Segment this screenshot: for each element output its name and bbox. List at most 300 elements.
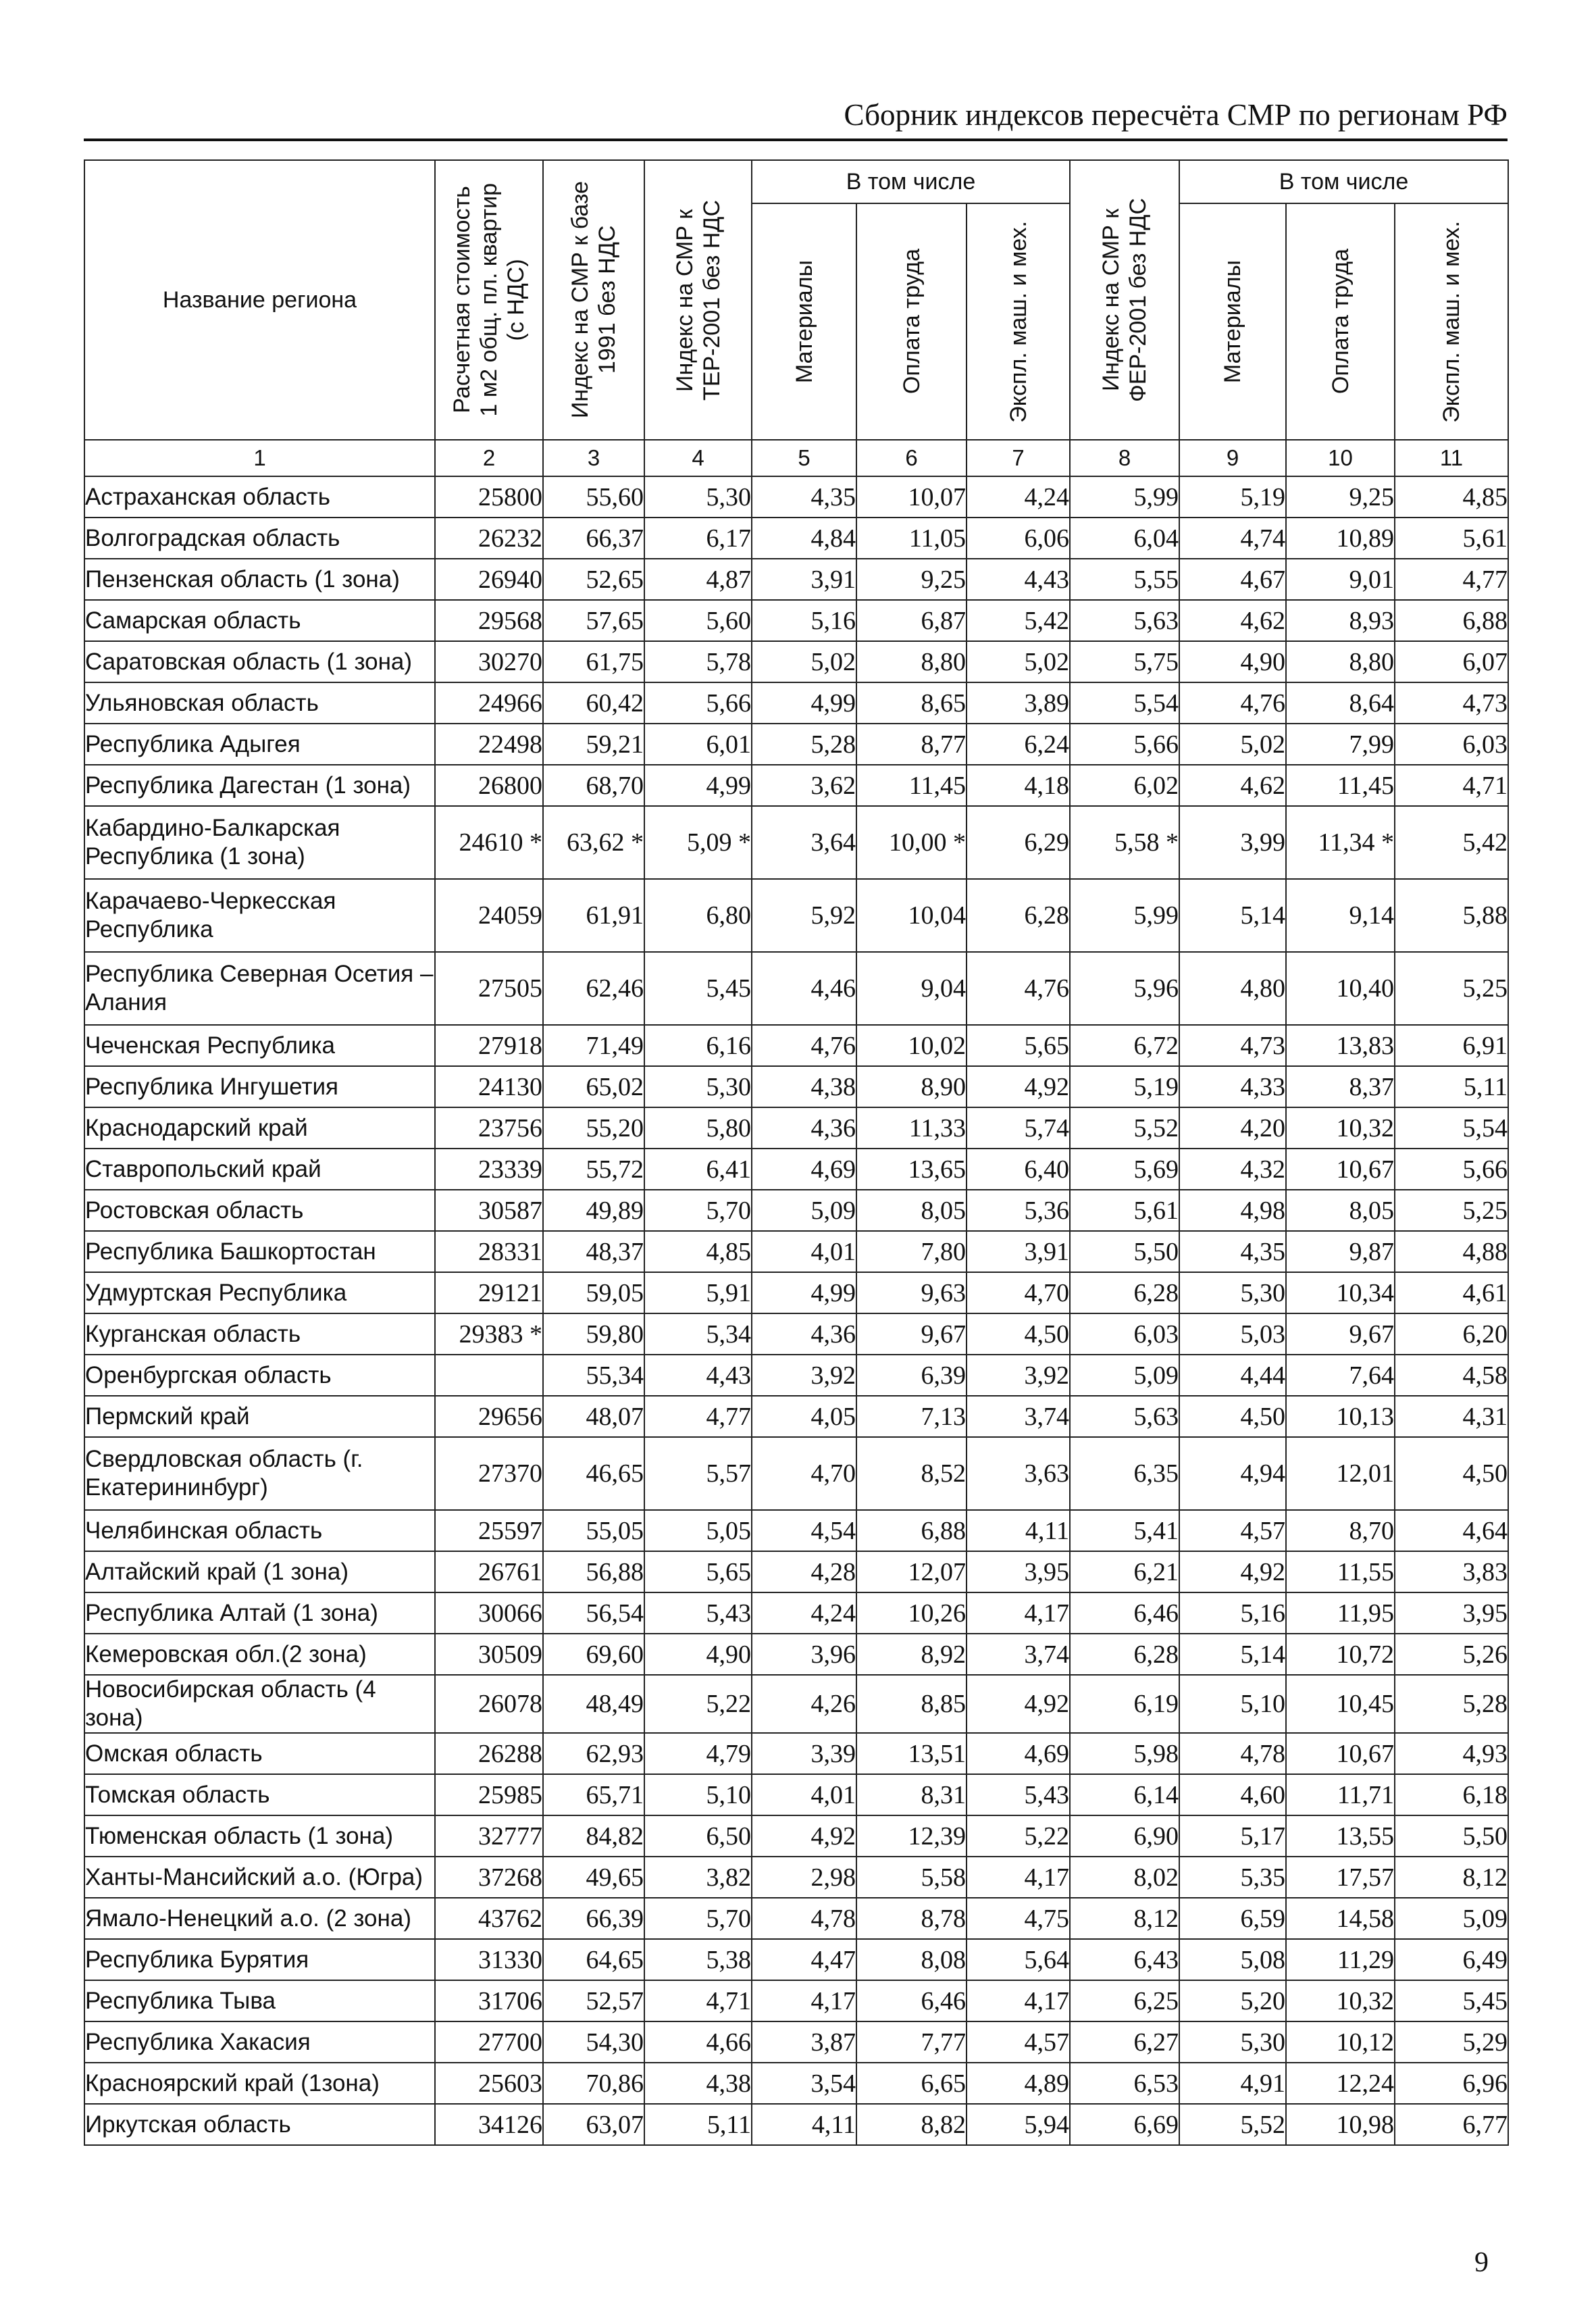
value-cell: 4,50 [1395, 1437, 1508, 1510]
region-name: Республика Северная Осетия – Алания [84, 952, 435, 1025]
value-cell: 7,64 [1286, 1355, 1395, 1396]
column-number: 5 [752, 440, 856, 476]
table-row [84, 476, 1508, 518]
value-cell: 5,41 [1070, 1510, 1179, 1551]
value-cell: 84,82 [543, 1815, 644, 1857]
page-header-title: Сборник индексов пересчёта СМР по регионам РФ [844, 98, 1508, 132]
region-name: Алтайский край (1 зона) [84, 1551, 435, 1592]
value-cell: 6,03 [1070, 1313, 1179, 1355]
column-number: 4 [644, 440, 752, 476]
value-cell: 5,25 [1395, 952, 1508, 1025]
value-cell: 4,24 [967, 476, 1070, 518]
value-cell: 5,03 [1179, 1313, 1286, 1355]
value-cell: 10,13 [1286, 1396, 1395, 1437]
table-row [84, 1396, 1508, 1437]
value-cell: 4,54 [752, 1510, 856, 1551]
value-cell: 4,98 [1179, 1190, 1286, 1231]
value-cell: 5,38 [644, 1939, 752, 1980]
value-cell: 4,76 [1179, 682, 1286, 724]
region-name: Тюменская область (1 зона) [84, 1815, 435, 1857]
value-cell: 4,99 [644, 765, 752, 806]
value-cell: 22498 [435, 724, 543, 765]
region-name: Республика Башкортостан [84, 1231, 435, 1272]
value-cell: 6,20 [1395, 1313, 1508, 1355]
value-cell: 5,17 [1179, 1815, 1286, 1857]
value-cell: 10,00 * [856, 806, 967, 879]
value-cell: 55,72 [543, 1149, 644, 1190]
value-cell: 25603 [435, 2063, 543, 2104]
value-cell: 6,41 [644, 1149, 752, 1190]
table-row [84, 1149, 1508, 1190]
region-name: Оренбургская область [84, 1355, 435, 1396]
value-cell: 4,99 [752, 682, 856, 724]
value-cell: 9,67 [856, 1313, 967, 1355]
value-cell: 4,70 [967, 1272, 1070, 1313]
column-number: 6 [856, 440, 967, 476]
value-cell: 6,65 [856, 2063, 967, 2104]
value-cell: 8,02 [1070, 1857, 1179, 1898]
value-cell: 5,45 [1395, 1980, 1508, 2021]
value-cell: 30509 [435, 1634, 543, 1675]
value-cell: 29383 * [435, 1313, 543, 1355]
value-cell: 4,44 [1179, 1355, 1286, 1396]
table-row [84, 641, 1508, 682]
region-name: Республика Ингушетия [84, 1066, 435, 1107]
value-cell: 23339 [435, 1149, 543, 1190]
value-cell: 8,65 [856, 682, 967, 724]
value-cell: 4,69 [967, 1733, 1070, 1774]
value-cell: 13,83 [1286, 1025, 1395, 1066]
value-cell: 65,71 [543, 1774, 644, 1815]
value-cell: 4,70 [752, 1437, 856, 1510]
value-cell: 14,58 [1286, 1898, 1395, 1939]
value-cell: 4,87 [644, 559, 752, 600]
value-cell: 12,24 [1286, 2063, 1395, 2104]
value-cell: 4,91 [1179, 2063, 1286, 2104]
column-number: 10 [1286, 440, 1395, 476]
table-body [84, 476, 1508, 2145]
value-cell: 6,27 [1070, 2021, 1179, 2063]
header-ter-machines: Экспл. маш. и мех. [967, 203, 1070, 440]
value-cell: 62,46 [543, 952, 644, 1025]
region-name: Кемеровская обл.(2 зона) [84, 1634, 435, 1675]
value-cell: 7,77 [856, 2021, 967, 2063]
value-cell: 7,13 [856, 1396, 967, 1437]
value-cell: 4,20 [1179, 1107, 1286, 1149]
value-cell: 5,61 [1395, 518, 1508, 559]
value-cell: 5,14 [1179, 879, 1286, 952]
table-row [84, 879, 1508, 952]
table-row [84, 1733, 1508, 1774]
value-cell: 5,43 [644, 1592, 752, 1634]
value-cell: 9,67 [1286, 1313, 1395, 1355]
value-cell: 4,92 [1179, 1551, 1286, 1592]
value-cell: 25800 [435, 476, 543, 518]
value-cell: 6,18 [1395, 1774, 1508, 1815]
column-number: 8 [1070, 440, 1179, 476]
header-ter-materials: Материалы [752, 203, 856, 440]
table-row [84, 1939, 1508, 1980]
value-cell: 4,77 [644, 1396, 752, 1437]
value-cell: 6,59 [1179, 1898, 1286, 1939]
value-cell: 4,71 [644, 1980, 752, 2021]
value-cell: 6,28 [1070, 1272, 1179, 1313]
value-cell: 68,70 [543, 765, 644, 806]
column-number: 7 [967, 440, 1070, 476]
value-cell: 4,78 [1179, 1733, 1286, 1774]
value-cell: 5,45 [644, 952, 752, 1025]
value-cell: 4,62 [1179, 765, 1286, 806]
value-cell: 10,02 [856, 1025, 967, 1066]
value-cell: 6,46 [1070, 1592, 1179, 1634]
value-cell: 6,06 [967, 518, 1070, 559]
value-cell: 6,49 [1395, 1939, 1508, 1980]
value-cell: 32777 [435, 1815, 543, 1857]
value-cell: 4,99 [752, 1272, 856, 1313]
table-row [84, 600, 1508, 641]
table-row [84, 1355, 1508, 1396]
value-cell: 4,57 [967, 2021, 1070, 2063]
value-cell: 4,84 [752, 518, 856, 559]
value-cell: 9,14 [1286, 879, 1395, 952]
value-cell: 4,17 [967, 1857, 1070, 1898]
value-cell: 9,04 [856, 952, 967, 1025]
value-cell: 4,64 [1395, 1510, 1508, 1551]
value-cell: 46,65 [543, 1437, 644, 1510]
value-cell: 52,57 [543, 1980, 644, 2021]
value-cell: 5,99 [1070, 879, 1179, 952]
value-cell: 5,80 [644, 1107, 752, 1149]
value-cell: 4,74 [1179, 518, 1286, 559]
value-cell: 5,09 * [644, 806, 752, 879]
value-cell: 5,30 [644, 476, 752, 518]
value-cell: 61,75 [543, 641, 644, 682]
value-cell: 5,22 [644, 1675, 752, 1733]
value-cell: 5,28 [752, 724, 856, 765]
value-cell: 17,57 [1286, 1857, 1395, 1898]
value-cell: 4,85 [1395, 476, 1508, 518]
region-name: Ставропольский край [84, 1149, 435, 1190]
value-cell: 5,50 [1395, 1815, 1508, 1857]
value-cell: 8,52 [856, 1437, 967, 1510]
value-cell: 56,54 [543, 1592, 644, 1634]
value-cell: 8,82 [856, 2104, 967, 2145]
value-cell: 10,07 [856, 476, 967, 518]
table-row [84, 2021, 1508, 2063]
value-cell: 4,17 [967, 1592, 1070, 1634]
value-cell: 23756 [435, 1107, 543, 1149]
table-row [84, 518, 1508, 559]
value-cell: 5,09 [1395, 1898, 1508, 1939]
value-cell: 8,70 [1286, 1510, 1395, 1551]
value-cell: 5,91 [644, 1272, 752, 1313]
value-cell: 49,65 [543, 1857, 644, 1898]
value-cell: 4,73 [1395, 682, 1508, 724]
value-cell: 10,40 [1286, 952, 1395, 1025]
region-name: Республика Алтай (1 зона) [84, 1592, 435, 1634]
value-cell: 4,88 [1395, 1231, 1508, 1272]
value-cell: 6,04 [1070, 518, 1179, 559]
table-row [84, 1510, 1508, 1551]
header-index-ter2001: Индекс на СМР к ТЕР-2001 без НДС [644, 160, 752, 440]
region-name: Курганская область [84, 1313, 435, 1355]
value-cell: 3,82 [644, 1857, 752, 1898]
value-cell: 4,18 [967, 765, 1070, 806]
header-index-1991: Индекс на СМР к базе 1991 без НДС [543, 160, 644, 440]
value-cell: 4,11 [752, 2104, 856, 2145]
value-cell: 5,50 [1070, 1231, 1179, 1272]
value-cell: 55,20 [543, 1107, 644, 1149]
value-cell: 4,46 [752, 952, 856, 1025]
value-cell: 30066 [435, 1592, 543, 1634]
region-name: Краснодарский край [84, 1107, 435, 1149]
value-cell: 30587 [435, 1190, 543, 1231]
value-cell: 6,17 [644, 518, 752, 559]
value-cell: 5,34 [644, 1313, 752, 1355]
value-cell: 4,28 [752, 1551, 856, 1592]
region-name: Ростовская область [84, 1190, 435, 1231]
value-cell: 8,77 [856, 724, 967, 765]
value-cell: 10,67 [1286, 1149, 1395, 1190]
value-cell: 70,86 [543, 2063, 644, 2104]
value-cell: 4,93 [1395, 1733, 1508, 1774]
region-name: Красноярский край (1зона) [84, 2063, 435, 2104]
value-cell: 13,65 [856, 1149, 967, 1190]
value-cell: 52,65 [543, 559, 644, 600]
value-cell: 4,78 [752, 1898, 856, 1939]
value-cell: 4,89 [967, 2063, 1070, 2104]
value-cell: 48,07 [543, 1396, 644, 1437]
value-cell: 6,80 [644, 879, 752, 952]
value-cell: 4,35 [752, 476, 856, 518]
table-row [84, 1980, 1508, 2021]
value-cell: 5,63 [1070, 1396, 1179, 1437]
value-cell: 4,75 [967, 1898, 1070, 1939]
value-cell: 5,30 [1179, 1272, 1286, 1313]
value-cell: 6,77 [1395, 2104, 1508, 2145]
region-name: Омская область [84, 1733, 435, 1774]
value-cell: 4,71 [1395, 765, 1508, 806]
value-cell: 5,69 [1070, 1149, 1179, 1190]
header-fer-machines: Экспл. маш. и мех. [1395, 203, 1508, 440]
column-number: 9 [1179, 440, 1286, 476]
value-cell: 5,55 [1070, 559, 1179, 600]
value-cell: 3,87 [752, 2021, 856, 2063]
value-cell: 4,77 [1395, 559, 1508, 600]
value-cell: 5,88 [1395, 879, 1508, 952]
value-cell: 5,54 [1395, 1107, 1508, 1149]
value-cell: 4,58 [1395, 1355, 1508, 1396]
value-cell: 9,63 [856, 1272, 967, 1313]
value-cell: 8,12 [1395, 1857, 1508, 1898]
header-cost-per-m2: Расчетная стоимость 1 м2 общ. пл. квартир (с НДС) [435, 160, 543, 440]
value-cell: 10,04 [856, 879, 967, 952]
value-cell: 4,17 [752, 1980, 856, 2021]
region-name: Новосибирская область (4 зона) [84, 1675, 435, 1733]
value-cell: 71,49 [543, 1025, 644, 1066]
value-cell: 5,52 [1070, 1107, 1179, 1149]
value-cell: 5,05 [644, 1510, 752, 1551]
value-cell: 5,61 [1070, 1190, 1179, 1231]
value-cell: 5,42 [1395, 806, 1508, 879]
value-cell: 4,38 [752, 1066, 856, 1107]
value-cell: 4,94 [1179, 1437, 1286, 1510]
value-cell: 3,54 [752, 2063, 856, 2104]
value-cell: 5,92 [752, 879, 856, 952]
value-cell: 6,46 [856, 1980, 967, 2021]
value-cell: 4,80 [1179, 952, 1286, 1025]
value-cell: 7,99 [1286, 724, 1395, 765]
value-cell: 65,02 [543, 1066, 644, 1107]
value-cell: 13,51 [856, 1733, 967, 1774]
table-row [84, 682, 1508, 724]
value-cell: 5,70 [644, 1898, 752, 1939]
value-cell: 4,43 [644, 1355, 752, 1396]
value-cell: 5,54 [1070, 682, 1179, 724]
value-cell: 6,25 [1070, 1980, 1179, 2021]
value-cell: 4,17 [967, 1980, 1070, 2021]
value-cell: 5,16 [752, 600, 856, 641]
value-cell: 5,14 [1179, 1634, 1286, 1675]
value-cell: 8,05 [1286, 1190, 1395, 1231]
table-row [84, 2104, 1508, 2145]
table-row [84, 1675, 1508, 1733]
value-cell: 43762 [435, 1898, 543, 1939]
value-cell: 6,28 [1070, 1634, 1179, 1675]
value-cell: 5,63 [1070, 600, 1179, 641]
value-cell: 4,92 [967, 1066, 1070, 1107]
value-cell: 4,36 [752, 1107, 856, 1149]
page-number: 9 [1474, 2247, 1489, 2278]
value-cell: 5,09 [1070, 1355, 1179, 1396]
value-cell: 30270 [435, 641, 543, 682]
value-cell: 9,25 [1286, 476, 1395, 518]
value-cell: 5,70 [644, 1190, 752, 1231]
value-cell: 11,55 [1286, 1551, 1395, 1592]
value-cell: 4,05 [752, 1396, 856, 1437]
value-cell: 6,35 [1070, 1437, 1179, 1510]
table-row [84, 1272, 1508, 1313]
region-name: Пензенская область (1 зона) [84, 559, 435, 600]
region-name: Чеченская Республика [84, 1025, 435, 1066]
value-cell: 5,08 [1179, 1939, 1286, 1980]
value-cell: 4,31 [1395, 1396, 1508, 1437]
region-name: Ульяновская область [84, 682, 435, 724]
value-cell: 5,57 [644, 1437, 752, 1510]
region-name: Астраханская область [84, 476, 435, 518]
value-cell: 5,02 [752, 641, 856, 682]
column-number: 1 [84, 440, 435, 476]
table-row [84, 2063, 1508, 2104]
value-cell: 8,31 [856, 1774, 967, 1815]
value-cell: 11,45 [856, 765, 967, 806]
value-cell: 2,98 [752, 1857, 856, 1898]
value-cell: 5,20 [1179, 1980, 1286, 2021]
value-cell: 49,89 [543, 1190, 644, 1231]
value-cell: 11,95 [1286, 1592, 1395, 1634]
value-cell: 6,69 [1070, 2104, 1179, 2145]
value-cell: 3,95 [967, 1551, 1070, 1592]
value-cell: 5,10 [644, 1774, 752, 1815]
value-cell: 4,38 [644, 2063, 752, 2104]
value-cell: 6,90 [1070, 1815, 1179, 1857]
value-cell: 4,47 [752, 1939, 856, 1980]
value-cell: 4,92 [967, 1675, 1070, 1733]
value-cell: 25597 [435, 1510, 543, 1551]
value-cell: 9,01 [1286, 559, 1395, 600]
value-cell: 37268 [435, 1857, 543, 1898]
value-cell: 10,72 [1286, 1634, 1395, 1675]
value-cell: 4,90 [644, 1634, 752, 1675]
value-cell: 5,64 [967, 1939, 1070, 1980]
region-name: Самарская область [84, 600, 435, 641]
value-cell: 4,50 [1179, 1396, 1286, 1437]
value-cell: 8,90 [856, 1066, 967, 1107]
value-cell: 29121 [435, 1272, 543, 1313]
table-row [84, 1551, 1508, 1592]
value-cell: 3,96 [752, 1634, 856, 1675]
value-cell: 8,12 [1070, 1898, 1179, 1939]
table-row [84, 1313, 1508, 1355]
value-cell: 27370 [435, 1437, 543, 1510]
value-cell: 57,65 [543, 600, 644, 641]
value-cell: 4,11 [967, 1510, 1070, 1551]
header-rule [84, 139, 1508, 141]
value-cell: 4,79 [644, 1733, 752, 1774]
table-row [84, 1231, 1508, 1272]
value-cell: 31330 [435, 1939, 543, 1980]
value-cell: 4,24 [752, 1592, 856, 1634]
value-cell: 5,11 [644, 2104, 752, 2145]
value-cell: 5,66 [644, 682, 752, 724]
value-cell: 10,32 [1286, 1107, 1395, 1149]
value-cell: 31706 [435, 1980, 543, 2021]
value-cell: 5,19 [1179, 476, 1286, 518]
value-cell: 34126 [435, 2104, 543, 2145]
value-cell: 4,85 [644, 1231, 752, 1272]
value-cell: 4,50 [967, 1313, 1070, 1355]
value-cell: 26288 [435, 1733, 543, 1774]
value-cell: 5,11 [1395, 1066, 1508, 1107]
value-cell: 24059 [435, 879, 543, 952]
table-row [84, 1437, 1508, 1510]
value-cell: 62,93 [543, 1733, 644, 1774]
value-cell: 48,37 [543, 1231, 644, 1272]
value-cell: 4,36 [752, 1313, 856, 1355]
table-row [84, 1592, 1508, 1634]
value-cell: 6,02 [1070, 765, 1179, 806]
value-cell: 8,64 [1286, 682, 1395, 724]
value-cell: 5,25 [1395, 1190, 1508, 1231]
table-row [84, 1107, 1508, 1149]
value-cell: 5,94 [967, 2104, 1070, 2145]
header-group-ter: В том числе [752, 160, 1070, 203]
value-cell: 11,71 [1286, 1774, 1395, 1815]
value-cell: 4,76 [752, 1025, 856, 1066]
value-cell: 5,65 [644, 1551, 752, 1592]
value-cell: 12,01 [1286, 1437, 1395, 1510]
value-cell: 5,42 [967, 600, 1070, 641]
value-cell: 5,36 [967, 1190, 1070, 1231]
value-cell: 4,66 [644, 2021, 752, 2063]
value-cell: 4,61 [1395, 1272, 1508, 1313]
value-cell: 8,08 [856, 1939, 967, 1980]
value-cell: 48,49 [543, 1675, 644, 1733]
value-cell: 6,01 [644, 724, 752, 765]
value-cell: 63,62 * [543, 806, 644, 879]
value-cell: 4,33 [1179, 1066, 1286, 1107]
region-name: Карачаево-Черкесская Республика [84, 879, 435, 952]
